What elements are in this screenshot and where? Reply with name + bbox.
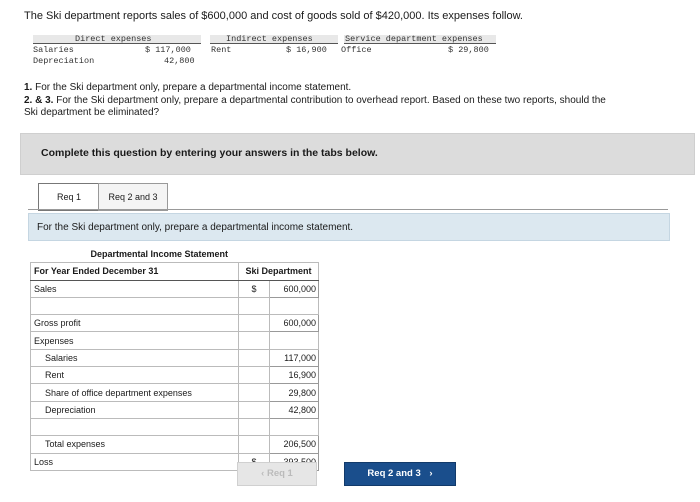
row-salaries [31,349,319,366]
row-rent [31,367,319,384]
statement-title: Departmental Income Statement [90,249,229,260]
question-1 [24,82,351,94]
currency-salaries [239,349,270,366]
expense-label-depreciation: Depreciation [33,56,95,66]
value-depreciation[interactable]: 42,800 [270,401,319,418]
row-gross-profit [31,315,319,332]
row-blank [31,297,319,314]
label-sales[interactable]: Sales [31,280,239,297]
label-office[interactable]: Share of office department expenses [31,384,239,401]
question-2-3 [24,95,694,107]
value-blank-2[interactable] [270,418,319,435]
currency-blank-2 [239,418,270,435]
question-2-3-text: For the Ski department only, prepare a departmental contribution to overhead report. Based on these two reports, should the [56,95,606,106]
prev-button-label: Req 1 [266,468,293,479]
expense-label-rent: Rent [211,45,232,55]
indirect-expenses-header: Indirect expenses [226,34,313,44]
value-blank[interactable] [270,297,319,314]
expense-value-rent: $ 16,900 [286,45,327,55]
chevron-right-icon: › [429,468,433,479]
currency-blank [239,297,270,314]
chevron-left-icon: ‹ [261,468,265,479]
currency-office [239,384,270,401]
instructions-panel [20,133,695,175]
prev-button[interactable] [237,462,317,486]
service-expenses-header: Service department expenses [345,34,483,44]
tab-instruction-text: For the Ski department only, prepare a departmental income statement. [37,222,354,233]
intro-text: The Ski department reports sales of $600,000 and cost of goods sold of $420,000. Its expenses follow. [24,10,523,22]
row-depreciation [31,401,319,418]
statement-title-row [31,246,319,263]
label-salaries[interactable]: Salaries [31,349,239,366]
value-expenses [270,332,319,349]
tab-divider [28,209,668,210]
tab-req-2-and-3[interactable]: Req 2 and 3 [98,183,168,211]
label-depreciation[interactable]: Depreciation [31,401,239,418]
question-1-text: For the Ski department only, prepare a departmental income statement. [35,82,352,93]
value-sales[interactable]: 600,000 [270,280,319,297]
expense-value-office: $ 29,800 [448,45,489,55]
currency-gross-profit [239,315,270,332]
value-total-expenses[interactable]: 206,500 [270,436,319,453]
question-1-number: 1. [24,82,33,93]
row-expenses [31,332,319,349]
value-gross-profit[interactable]: 600,000 [270,315,319,332]
currency-total-expenses [239,436,270,453]
row-total-expenses [31,436,319,453]
expense-value-depreciation: 42,800 [164,56,195,66]
tab-req-1[interactable]: Req 1 [38,183,100,211]
currency-expenses [239,332,270,349]
next-button[interactable] [344,462,456,486]
label-blank-2[interactable] [31,418,239,435]
statement-column-header: Ski Department [239,263,319,280]
expense-value-salaries: $ 117,000 [145,45,191,55]
currency-depreciation [239,401,270,418]
label-blank[interactable] [31,297,239,314]
row-office [31,384,319,401]
row-sales [31,280,319,297]
expense-label-salaries: Salaries [33,45,74,55]
currency-sales: $ [239,280,270,297]
currency-rent [239,367,270,384]
question-2-3-number: 2. & 3. [24,95,54,106]
value-rent[interactable]: 16,900 [270,367,319,384]
statement-header-row [31,263,319,280]
label-loss[interactable]: Loss [31,453,239,470]
income-statement-table [30,246,319,471]
label-gross-profit[interactable]: Gross profit [31,315,239,332]
direct-expenses-header: Direct expenses [75,34,152,44]
value-salaries[interactable]: 117,000 [270,349,319,366]
label-expenses: Expenses [31,332,239,349]
row-blank-2 [31,418,319,435]
label-total-expenses: Total expenses [31,436,239,453]
next-button-label: Req 2 and 3 [367,468,421,479]
tab-instruction-bar [28,213,670,241]
panel-text: Complete this question by entering your answers in the tabs below. [41,147,378,159]
statement-period: For Year Ended December 31 [31,263,239,280]
value-office[interactable]: 29,800 [270,384,319,401]
question-2-3-cont: Ski department be eliminated? [24,107,160,118]
label-rent[interactable]: Rent [31,367,239,384]
expense-label-office: Office [341,45,372,55]
